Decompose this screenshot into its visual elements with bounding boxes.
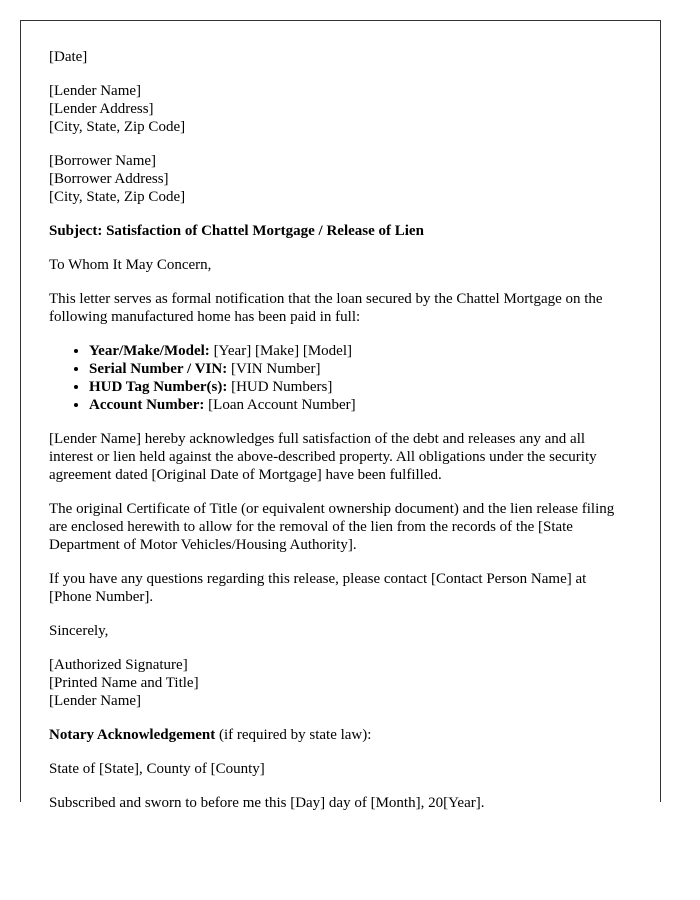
item-value: [VIN Number] xyxy=(227,361,321,377)
list-item xyxy=(89,396,630,414)
contact-paragraph: If you have any questions regarding this release, please contact [Contact Person Name] at [Phone Number]. xyxy=(49,571,587,605)
notary-heading: Notary Acknowledgement xyxy=(49,727,216,743)
item-label: HUD Tag Number(s): xyxy=(89,379,228,395)
letter-page xyxy=(20,20,661,811)
notary-subscribed: Subscribed and sworn to before me this [Day] day of [Month], 20[Year]. xyxy=(49,795,485,811)
borrower-name: [Borrower Name] xyxy=(49,153,157,169)
lender-city: [City, State, Zip Code] xyxy=(49,119,186,135)
printed-name-title: [Printed Name and Title] xyxy=(49,675,199,691)
lender-address-block xyxy=(49,82,630,136)
property-details-list xyxy=(49,342,630,414)
item-label: Serial Number / VIN: xyxy=(89,361,228,377)
list-item xyxy=(89,378,630,396)
signature-block xyxy=(49,656,630,710)
item-value: [Year] [Make] [Model] xyxy=(209,343,352,359)
borrower-city: [City, State, Zip Code] xyxy=(49,189,186,205)
closing: Sincerely, xyxy=(49,623,109,639)
letter-body xyxy=(21,21,660,812)
item-label: Account Number: xyxy=(89,397,205,413)
borrower-address-block xyxy=(49,152,630,206)
date: [Date] xyxy=(49,49,88,65)
item-value: [Loan Account Number] xyxy=(204,397,356,413)
subject-line: Subject: Satisfaction of Chattel Mortgage / Release of Lien xyxy=(49,223,424,239)
notary-heading-line xyxy=(49,726,630,744)
list-item xyxy=(89,360,630,378)
notary-state: State of [State], County of [County] xyxy=(49,761,265,777)
lender-address: [Lender Address] xyxy=(49,101,154,117)
item-value: [HUD Numbers] xyxy=(227,379,333,395)
salutation: To Whom It May Concern, xyxy=(49,257,212,273)
borrower-address: [Borrower Address] xyxy=(49,171,169,187)
list-item xyxy=(89,342,630,360)
lender-name: [Lender Name] xyxy=(49,83,142,99)
authorized-signature: [Authorized Signature] xyxy=(49,657,188,673)
intro-paragraph: This letter serves as formal notification that the loan secured by the Chattel Mortgage on the following manufactured home has been paid in full: xyxy=(49,291,603,325)
item-label: Year/Make/Model: xyxy=(89,343,210,359)
notary-note: (if required by state law): xyxy=(215,727,372,743)
title-paragraph: The original Certificate of Title (or equivalent ownership document) and the lien release filing are enclosed herewith to allow for the removal of the lien from the records of the [State Department of Motor Vehicles/Housing Authority]. xyxy=(49,501,615,553)
signature-lender-name: [Lender Name] xyxy=(49,693,142,709)
satisfaction-paragraph: [Lender Name] hereby acknowledges full satisfaction of the debt and releases any and all interest or lien held against the above-described property. All obligations under the security agreement dated [Original Date of Mortgage] have been fulfilled. xyxy=(49,431,597,483)
